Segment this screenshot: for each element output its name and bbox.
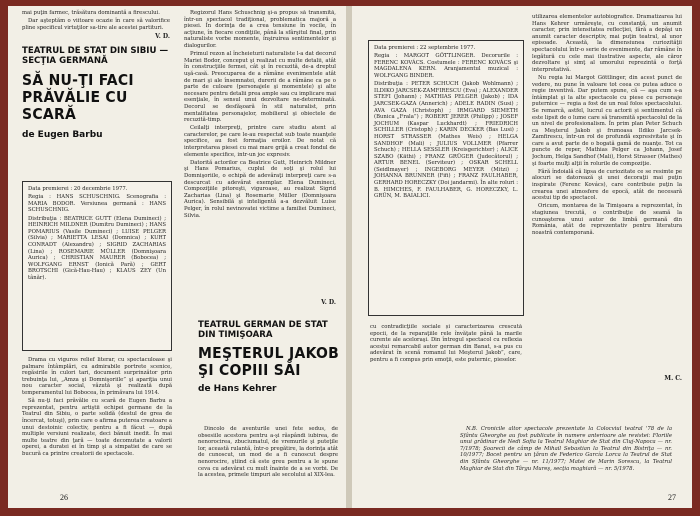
author: de Hans Kehrer	[198, 384, 277, 394]
page-number: 26	[60, 493, 68, 502]
paragraph: Primul rezon al încheieturii naturaliste l-a dat decorul Mariei Bodor, conceput şi realizat cu multe detalii, atât în construcţiile fermei, cât şi în recuzită, de-a dreptul uşă-casă. Preocuparea de a rămâne evenimentele atât de mari şi ale însemnatei, durerii de a rămâne ca pe o parte de culoare (personajele şi momentele) şi alte necesare pentru detalii prea ample sau cu implicare mai esenţiale, în sensul unui dezvoltare ne-determinată. Decorul se desfăşoară în stil naturalist, prin mentalitatea personajelor, mobilierul şi obiectele de recuzită-timp.	[184, 51, 336, 124]
page-number: 27	[668, 493, 676, 502]
paragraph: Să nu-ţi faci prăvălie cu scară de Eugen Barbu a reprezentat, pentru artiştii echipei germane de la Teatrul din Sibiu, o parte solidă (destul de grea de încercat, totuşi), prin care o afirma puterea creatoare a unui destoinic colectiv, pentru a fi făcut — după multiple versiuni realizate, deci bănuit inedit. În mai multe teatre din ţară — toate decomutate a valorii operei, a duratei ei în timp şi a simpatiei de care se bucură ca printre creatorii de spectacole.	[22, 398, 172, 457]
column-2-body	[532, 14, 682, 369]
paragraph: cu contradicţiile sociale și caracterizarea crescută epocii, de la reparaţiile rele învăţate până la marile curente ale aceloraşi. Din întregul spectacol cu reflexia acestui remarcabil autor german din Banat, s-a pus cu adevărat în scenă romanul lui Meşterul Jakob”, care, pentru a fi compus prin emoţii, este puternic, pieselor.	[370, 324, 522, 363]
credits-box	[22, 181, 172, 351]
paragraph: Oricum, montarea de la Timişoara a reprezentat, în stagiunea trecută, o contribuţie de seamă la cunoaşterea unui autor de limbă germană din România, atât de reprezentativ pentru literatura noastră contemporană.	[532, 203, 682, 236]
paragraph: Drama cu viguros relief literar, cu spectaculoase şi palmare întâmplări, cu admirabile portrete scenice, regăsirile în culori tari, document surprinzător prin trebuinţa lui, „Amza şi Domnişoriile” şi apariţia unui nou caracter social, văzută şi realizată după temperamentul lui Bobocea, în primăvara lui 1914.	[22, 357, 172, 396]
editorial-note	[460, 426, 672, 490]
paragraph: Dincolo de aventurile unei fete sedus, de obsesiile acestora pentru a-şi răspândi iubirea, de nenorocirea, zbuciumatul, de vremurile şi puteţile lor, această rulantă, într-o pregătire, la dorinţa atât de cunoscut, un mod de a fi cunoscut despre nenorocire, ştiind că este greu pentru a le spune ceva cu adevărat cu mult înainte de a se vorbi. De la acestea, primele timpuri ale secolului al XIX-lea.	[198, 426, 338, 479]
theatre-name: TEATRUL DE STAT DIN SIBIU — SECŢIA GERMANĂ	[22, 46, 169, 66]
article2-body	[198, 426, 338, 494]
paragraph: Ceilalţi interpreţi, printre care studiu atent al caracterelor, pe care le-au respectat sub toate nuanţele specifice, au fost formaţia eroilor. De notat că interpretarea piesei cu mai mare grijă a creat fondul de elemente specifice, intr-un joc expresiv.	[184, 125, 336, 158]
credit-line: Regia : HANS SCHUSCHNIG. Scenografia : MARIA BODOR. Versiunea germană : HANS SCHUSCHNIG.	[28, 194, 166, 214]
credits-text	[28, 186, 166, 282]
article1-header	[22, 46, 182, 140]
top-fragment	[22, 10, 170, 41]
theatre-name: TEATRUL GERMAN DE STAT DIN TIMIŞOARA	[198, 320, 328, 340]
column-2-body	[184, 10, 336, 295]
paragraph: Nu regia lui Margot Göttlinger, din acest punct de vedere, nu pune în valoare tot ceea ce putea aduce o regie inventivă. Dar putem spune, că — aşa cum s-a întâmplat şi la alte spectacole cu piese cu personaje puternice — regia a fost de un real folos spectacolului. Se remarcă, astfel, lucrul cu actorii și sentimentul că este lipsit de o lume care să transmită spectacolul de la un nivel de profesionalism. În prim plan Peter Schuch ca Meşterul Jakob şi frumoasa Ildiko Jarcsek-Zamfirescu, într-un rol de profundă expresivitate şi în care a avut parte de o bogată gamă de nuanţe. Tot ca puncte de reper, Mathias Pelger ca Johann, Josef Jochum, Helga Sandhof (Mali), Horst Strasser (Mathes) şi foarte mulţi alţii în rolurile de compoziţie.	[532, 74, 682, 167]
play-title: SĂ NU-ŢI FACI PRĂVĂLIE CU SCARĂ	[22, 71, 134, 123]
credits-text	[374, 45, 518, 200]
play-title: MEŞTERUL JAKOB ŞI COPIII SĂI	[198, 344, 340, 379]
left-page	[8, 6, 346, 508]
signature: M. C.	[664, 375, 682, 382]
credit-line: Distribuţia : PETER SCHUCH (Jakob Wohlmann) ; ILDIKO JARCSEK-ZAMFIRESCU (Eva) ; ALEXANDER STEFI (Johann) ; MATHIAS PELGER (Jakob) ; IDA JARCSEK-GAZA (Annerich) ; ADELE RADIN (Susi) ; AVA GAZA (Christoph) ; IRMGARD SIEMETH (Bunica „Frala”) ; ROBERT JERER (Philipp) ; JOSEF JOCHUM (Kaspar Luckhardt) ; FRIEDRICH SCHILLER (Cristoph) ; KARIN DECKER (Bas Lusi) ; HORST STRASSER (Mathes Weis) ; HELGA SANDHOF (Mali) ; JULIUS VOLLMER (Pfarrer Schuch) ; HELLA SESSLER (Kreisgerichter) ; ALICE SZABO (Käthi) ; FRANZ GRÜGER (Judecătorul) ; ARTUR BENEL (Serviteur) ; OSKAR SCHELL (Seidlmayer) ; INGEBORG MEYER (Mitzi) ; JOHANNA BRUNNER (Fifi) ; FRANZ FAULHABER, GERHARD HORECZKY (Doi jandarmi). În alte roluri : B. HIMCHES, F. FAULHABER, G. HORECZKY, L. GRÜN, M. BAIALICI.	[374, 81, 518, 200]
paragraph: mai puţin farmec, trăsătura dominantă a firescului.	[22, 10, 160, 16]
right-page	[352, 6, 692, 508]
column-1-body	[370, 324, 522, 392]
paragraph: Fără îndoială că lipsa de curiozitate ce se resimte pe alocuri se datorează şi unei decoraţii mai puţin inspirate (Ferenc Kovács), care contribuie puţin la crearea unei atmosfere de epocă, atât de necesară acestui tip de spectacol.	[532, 168, 682, 202]
credit-line: Regia : MARGOT GÖTTLINGER. Decorurile : FERENC KOVÁCS. Costumele : FERENC KOVÁCS şi MAGDALENA KERN. Aranjamentul muzical : WOLFGANG BINDER.	[374, 53, 518, 79]
signature: V. D.	[321, 299, 336, 306]
note-text: N.B. Cronicile altor spectacole prezentate la Colocviul teatral '78 de la Sfântu Gheorghe au fost publicate în numere anterioare ale revistei: Floriile unui grădinar de Nedi Sofia la Teatrul Maghiar de Stat din Cluj-Napoca — nr. 7/1978; Şoarecii de câmp de Mihail Sebastian la Teatrul din Bistriţa — nr. 10/1977; Bocet pentru un ţăran de Federico García Lorca la Teatrul de Stat din Sfântu Gheorghe — nr. 11/1977; Matei de Marin Sorescu, la Teatrul Maghiar de Stat din Târgu Mureş, secţia maghiară — nr. 5/1978.	[460, 426, 672, 472]
article2-header	[198, 320, 343, 394]
credit-line: Data premierei : 22 septembrie 1977.	[374, 45, 476, 51]
author: de Eugen Barbu	[22, 130, 103, 140]
credit-line: Distribuţia : BEATRICE GUTT (Elena Dumineci) ; HEINRICH MILDNER (Dumitru Dumineci) ; HANS POMARIUS (Vasile Dumineci) ; LUISE PELGER (Silvia) ; MARIETTA LESAI (Domnica) ; KURT CONRADT (Alexandru) ; SIGRID ZACHARIAS (Lina) ; ROSEMARIE MÜLLER (Domnişoara Aurica) ; CHRISTIAN MAURER (Bobocea) ; WOLFGANG ERNST (Ionică Pară) ; GERT BROTSCHI (Gică-Hau-Hau) ; KLAUS ZEY (Un tânăr).	[28, 215, 166, 281]
signature: V. D.	[155, 33, 170, 41]
paragraph: Dar aşteptăm o viitoare ocazie în care să valorifice pline specificul virtuţilor sa-tire ale acestei partituri.	[22, 18, 170, 31]
paragraph: Datorită actorilor ca Beatrice Gutt, Heinrich Mildner şi Hans Pomarius, cuplul de soţi şi rolul lui Domnişoriile, o echipă de adevăraţi interpreţi care s-a descurcat cu adevărat exemplar. Elena Dumineci, Compoziţiile pitoreşti, viguroase, au realizat Sigrid Zacharias (Lina) şi Rosemarie Müller (Domnişoara Aurica). Sensibilă şi inteligentă a-a dezvăluit Luise Pelger, în rolul nevinovatei victime a familiei Dumineci, Silvia.	[184, 159, 336, 219]
paragraph: utilizarea elementelor autobiografice. Dramatizarea lui Hans Kehrer urmăreşte, cu constanţă, un anumit caracter, prin intensitatea reflecţiei, fără a depăşi un anumit caracter descriptiv, mai puţin teatral, al unor episoade. Această, la dimensiunea curiozităţii spectacolului într-o serie de evenimente, dar rămâne în legătură cu cele mai ilustrative aspecte, ale căror dezvoltare şi simţ al umorului reprezintă o forţă interpretativă.	[532, 14, 682, 73]
article1-body	[22, 357, 172, 493]
credits-box	[368, 40, 524, 316]
paragraph: Regizorul Hans Schuschnig şi-a propus să transmită, într-un spectacol tradiţional, problematica majoră a piesei. În dorinţa de a crea tensiune în vocile, în acţiune, în fiecare condiţiile, până la sfârşitul final, prin naturaliste vorbe momente, înşiruirea sentimentelor şi dialogurilor.	[184, 10, 336, 49]
credit-line: Data premierei : 20 decembrie 1977.	[28, 186, 128, 192]
